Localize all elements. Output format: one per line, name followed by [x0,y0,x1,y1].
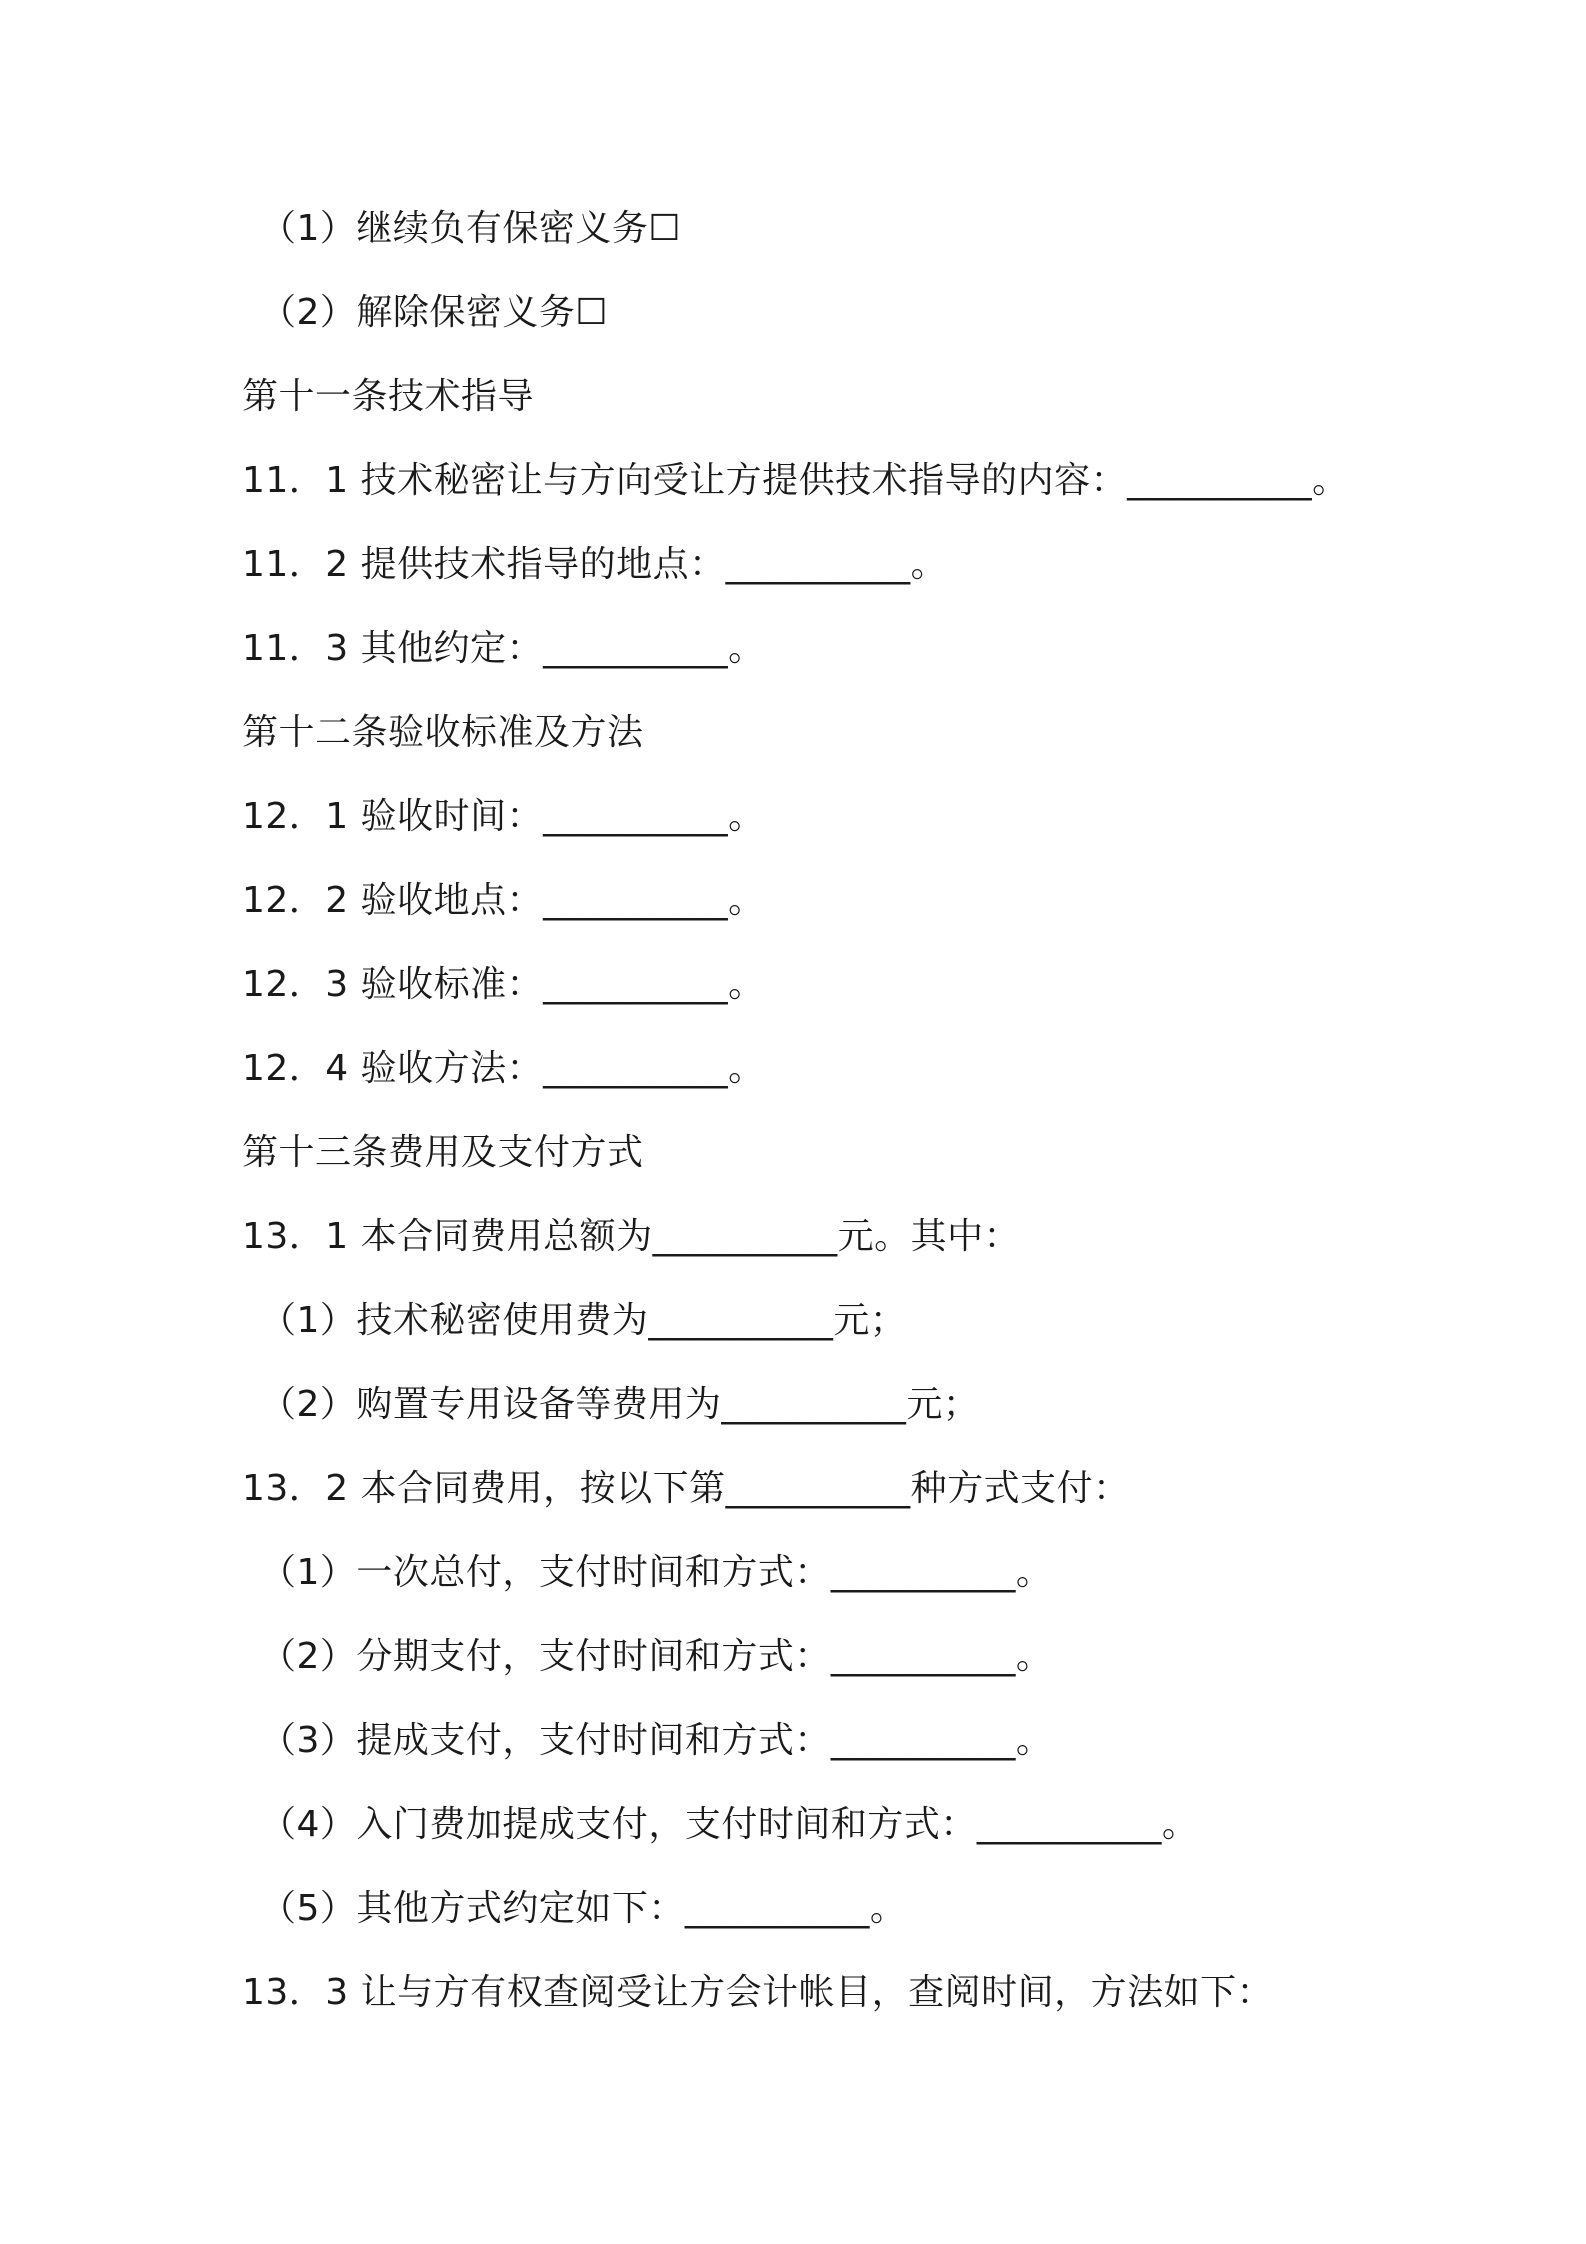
clause-12-2: 12．2 验收地点：__________。 [242,880,765,921]
clause-10-option-1: （1）继续负有保密义务☐ [260,208,682,249]
clause-12-4: 12．4 验收方法：__________。 [242,1048,765,1089]
clause-13-2-option-3: （3）提成支付，支付时间和方式：__________。 [260,1720,1053,1761]
article-13-heading: 第十三条费用及支付方式 [242,1132,644,1173]
clause-11-3: 11．3 其他约定：__________。 [242,628,765,669]
document-body [242,197,1492,2045]
clause-13-2-option-4: （4）入门费加提成支付，支付时间和方式：__________。 [260,1804,1199,1845]
clause-13-1-item-2: （2）购置专用设备等费用为__________元； [260,1384,980,1425]
article-11-heading: 第十一条技术指导 [242,376,535,417]
clause-13-2: 13．2 本合同费用，按以下第__________种方式支付： [242,1468,1130,1509]
clause-13-1: 13．1 本合同费用总额为__________元。其中： [242,1216,1021,1257]
clause-13-2-option-2: （2）分期支付，支付时间和方式：__________。 [260,1636,1053,1677]
clause-12-3: 12．3 验收标准：__________。 [242,964,765,1005]
clause-13-1-item-1: （1）技术秘密使用费为__________元； [260,1300,907,1341]
clause-13-3: 13．3 让与方有权查阅受让方会计帐目，查阅时间，方法如下： [242,1972,1274,2013]
clause-13-2-option-1: （1）一次总付，支付时间和方式：__________。 [260,1552,1053,1593]
clause-13-2-option-5: （5）其他方式约定如下：__________。 [260,1888,907,1929]
clause-11-1: 11．1 技术秘密让与方向受让方提供技术指导的内容：__________。 [242,460,1349,501]
article-12-heading: 第十二条验收标准及方法 [242,712,644,753]
clause-10-option-2: （2）解除保密义务☐ [260,292,609,333]
clause-11-2: 11．2 提供技术指导的地点：__________。 [242,544,948,585]
clause-12-1: 12．1 验收时间：__________。 [242,796,765,837]
